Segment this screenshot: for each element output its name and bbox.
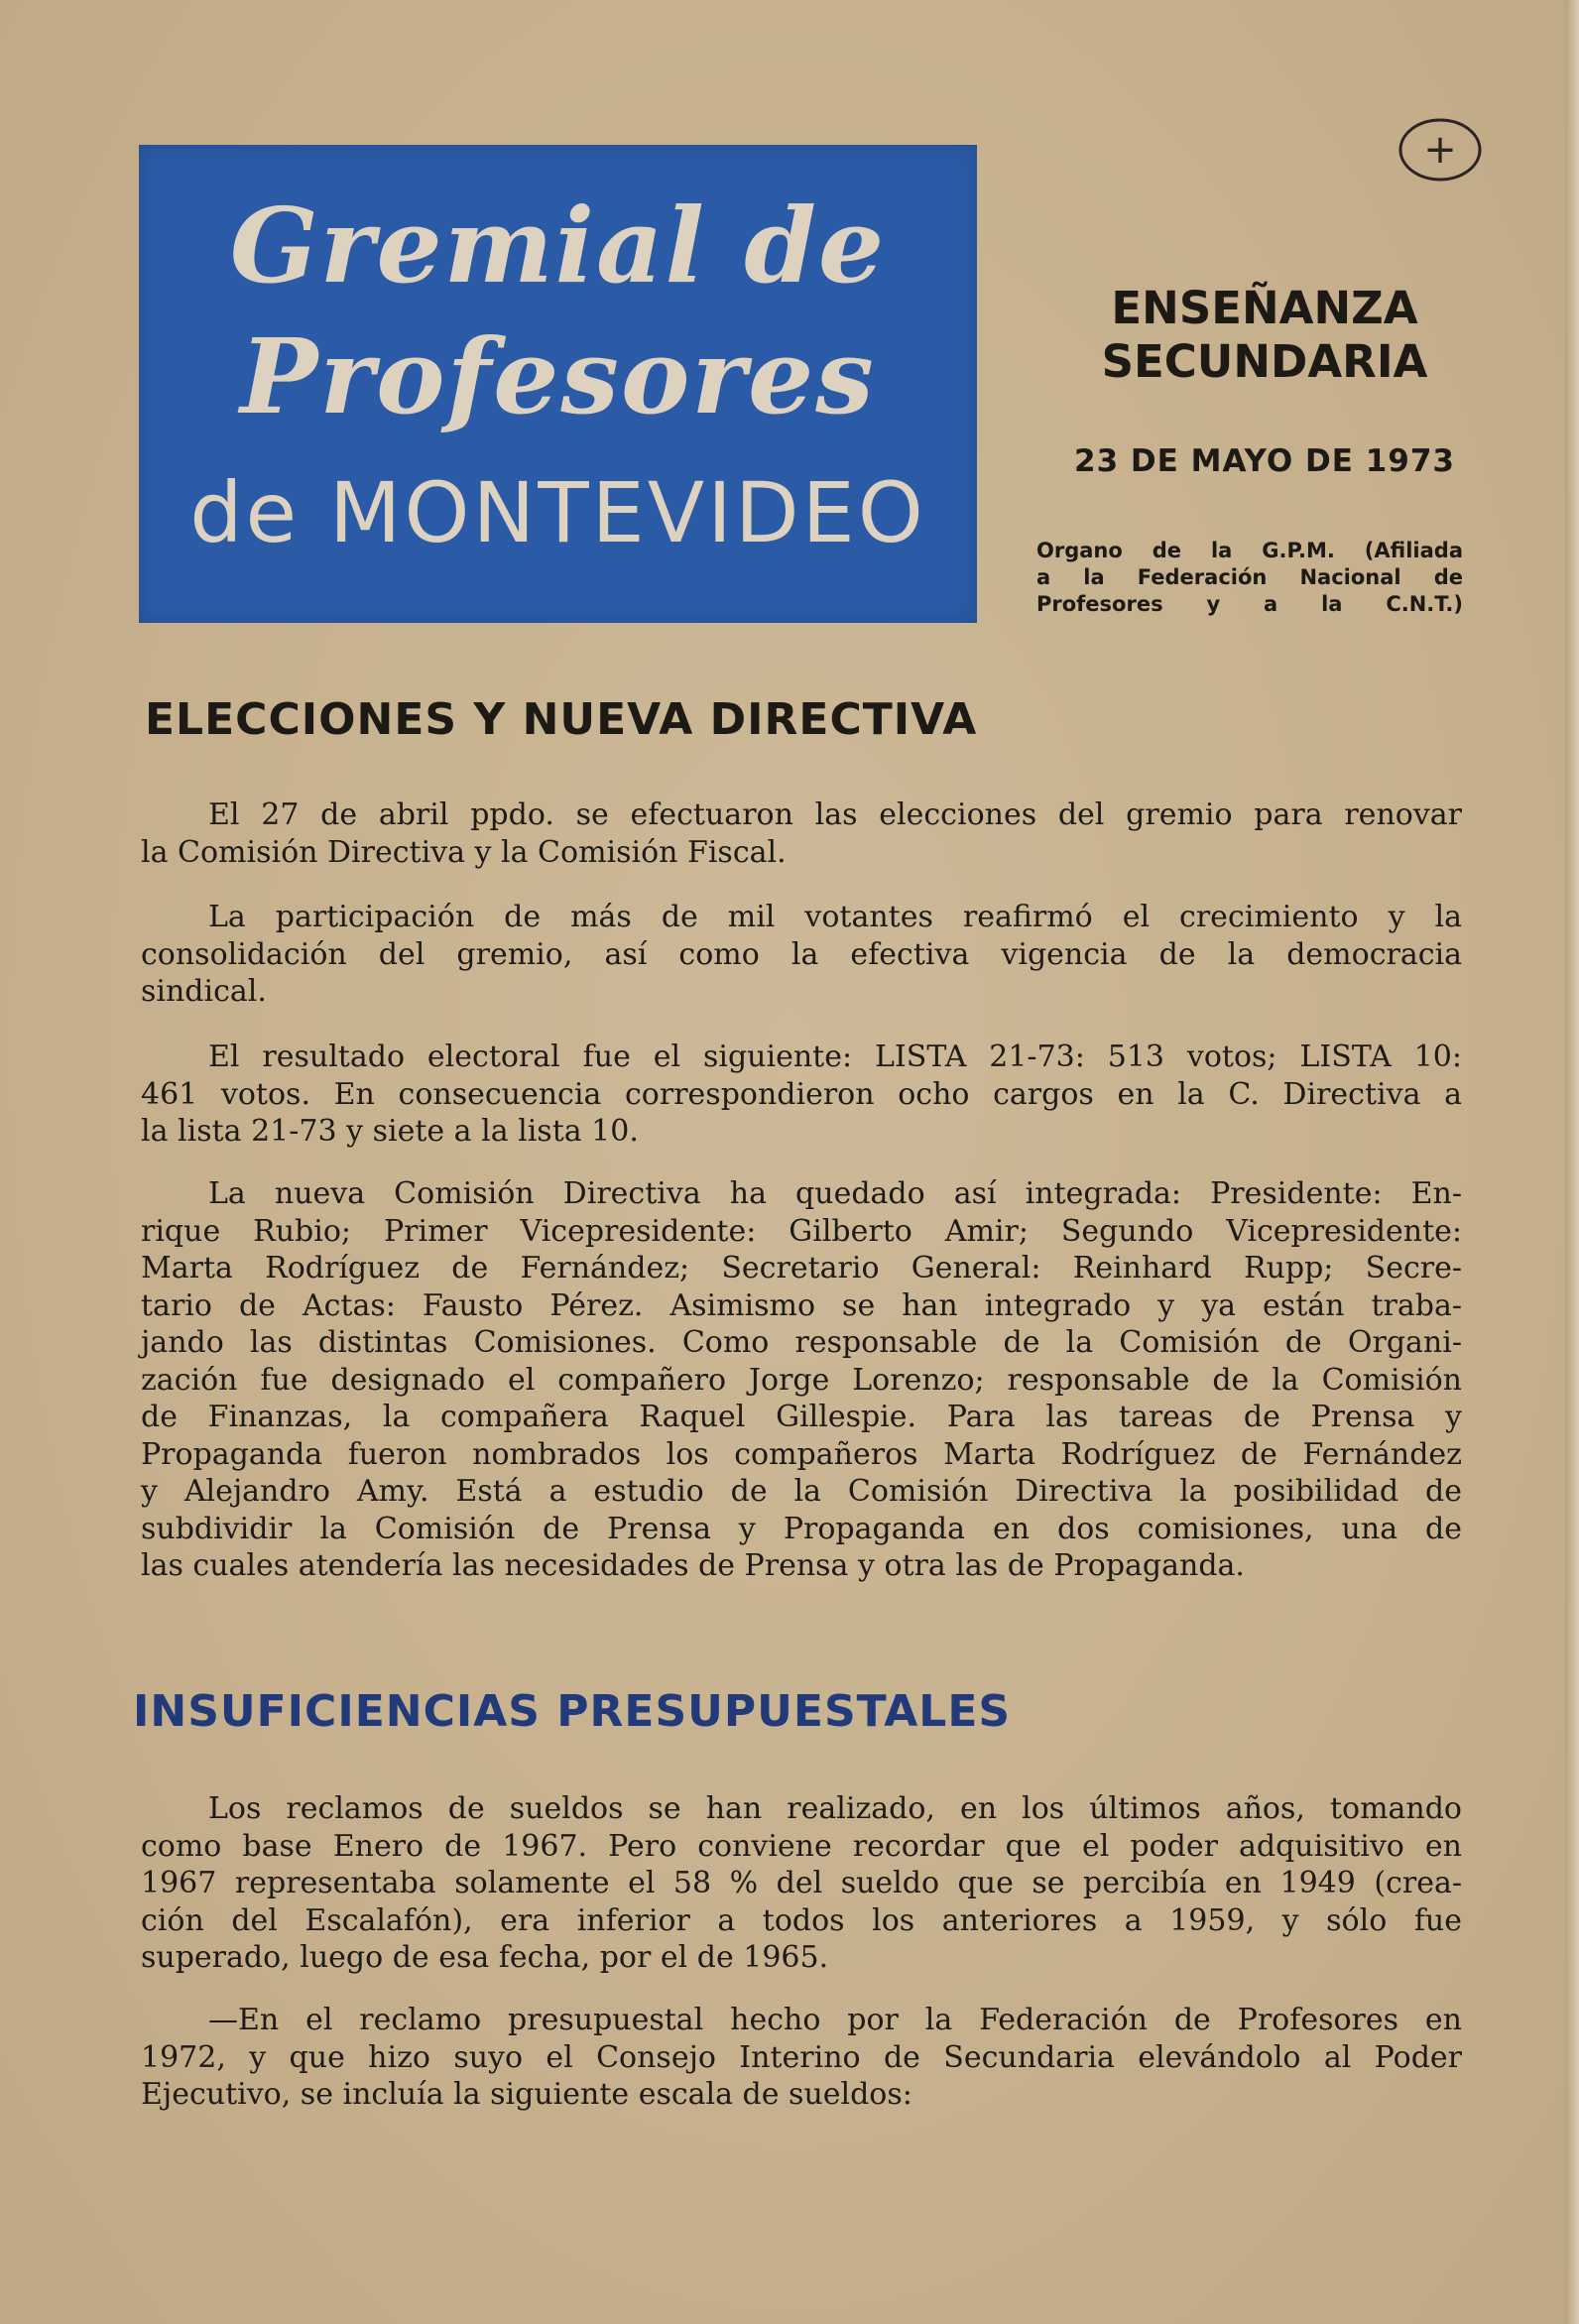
article-1-heading: ELECCIONES Y NUEVA DIRECTIVA	[145, 694, 978, 745]
text-line: la Comisión Directiva y la Comisión Fiscal.	[141, 834, 787, 870]
masthead-title-line-3: de MONTEVIDEO	[189, 464, 926, 561]
text-line: superado, luego de esa fecha, por el de 1965.	[141, 1940, 829, 1975]
article-2-paragraph-1	[141, 1790, 1462, 1977]
corner-mark-text: +	[1423, 127, 1457, 173]
text-line: como base Enero de 1967. Pero conviene recordar que el poder adquisitivo en	[141, 1828, 1462, 1864]
article-1-paragraph-1	[141, 796, 1462, 871]
article-1-paragraph-3	[141, 1039, 1462, 1151]
text-line: La participación de más de mil votantes reafirmó el crecimiento y la	[208, 900, 1462, 934]
text-line: La nueva Comisión Directiva ha quedado así integrada: Presidente: En-	[208, 1176, 1462, 1211]
circled-plus-mark	[1397, 115, 1484, 184]
article-1-paragraph-2	[141, 899, 1462, 1011]
text-line: Los reclamos de sueldos se han realizado, en los últimos años, tomando	[208, 1791, 1462, 1826]
text-line: tario de Actas: Fausto Pérez. Asimismo se han integrado y ya están traba-	[141, 1287, 1462, 1323]
text-line: —En el reclamo presupuestal hecho por la Federación de Profesores en	[208, 2003, 1462, 2037]
page-edge	[1565, 0, 1579, 2324]
text-line: consolidación del gremio, así como la efectiva vigencia de la democracia	[141, 936, 1462, 972]
text-line: Marta Rodríguez de Fernández; Secretario General: Reinhard Rupp; Secre-	[141, 1251, 1462, 1285]
article-1-paragraph-4	[141, 1175, 1462, 1585]
text-line: la lista 21-73 y siete a la lista 10.	[141, 1114, 639, 1149]
organ-line: Profesores y a la C.N.T.)	[1036, 592, 1463, 616]
masthead-banner	[139, 145, 977, 623]
text-line: rique Rubio; Primer Vicepresidente: Gilberto Amir; Segundo Vicepresidente:	[141, 1213, 1462, 1249]
text-line: Ejecutivo, se incluía la siguiente escala de sueldos:	[141, 2077, 912, 2112]
article-2-heading: INSUFICIENCIAS PRESUPUESTALES	[133, 1686, 1012, 1737]
text-line: El 27 de abril ppdo. se efectuaron las elecciones del gremio para renovar	[208, 797, 1462, 832]
text-line: El resultado electoral fue el siguiente: LISTA 21-73: 513 votos; LISTA 10:	[208, 1040, 1462, 1074]
text-line: subdividir la Comisión de Prensa y Propaganda en dos comisiones, una de	[141, 1511, 1462, 1546]
organ-statement	[1036, 538, 1463, 618]
text-line: 461 votos. En consecuencia correspondieron ocho cargos en la C. Directiva a	[141, 1076, 1462, 1112]
text-line: jando las distintas Comisiones. Como responsable de la Comisión de Organi-	[141, 1325, 1462, 1360]
organ-line: a la Federación Nacional de	[1036, 565, 1463, 589]
text-line: 1972, y que hizo suyo el Consejo Interino de Secundaria elevándolo al Poder	[141, 2039, 1462, 2075]
section-label-line-1: ENSEÑANZA	[1111, 282, 1418, 334]
article-2-paragraph-2	[141, 2002, 1462, 2114]
text-line: y Alejandro Amy. Está a estudio de la Comisión Directiva la posibilidad de	[141, 1474, 1462, 1509]
issue-date: 23 DE MAYO DE 1973	[1074, 443, 1455, 479]
text-line: las cuales atendería las necesidades de Prensa y otra las de Propaganda.	[141, 1548, 1245, 1583]
organ-line: Organo de la G.P.M. (Afiliada	[1036, 539, 1463, 562]
masthead-title-line-1: Gremial de	[229, 184, 887, 306]
section-label-line-2: SECUNDARIA	[1101, 335, 1428, 388]
text-line: zación fue designado el compañero Jorge Lorenzo; responsable de la Comisión	[141, 1362, 1462, 1398]
text-line: de Finanzas, la compañera Raquel Gillespie. Para las tareas de Prensa y	[141, 1400, 1462, 1434]
text-line: ción del Escalafón), era inferior a todos los anteriores a 1959, y sólo fue	[141, 1902, 1462, 1938]
text-line: 1967 representaba solamente el 58 % del sueldo que se percibía en 1949 (crea-	[141, 1866, 1462, 1900]
section-label	[1027, 282, 1503, 389]
masthead-title-line-2: Profesores	[240, 315, 876, 437]
text-line: sindical.	[141, 974, 267, 1009]
text-line: Propaganda fueron nombrados los compañeros Marta Rodríguez de Fernández	[141, 1436, 1462, 1472]
